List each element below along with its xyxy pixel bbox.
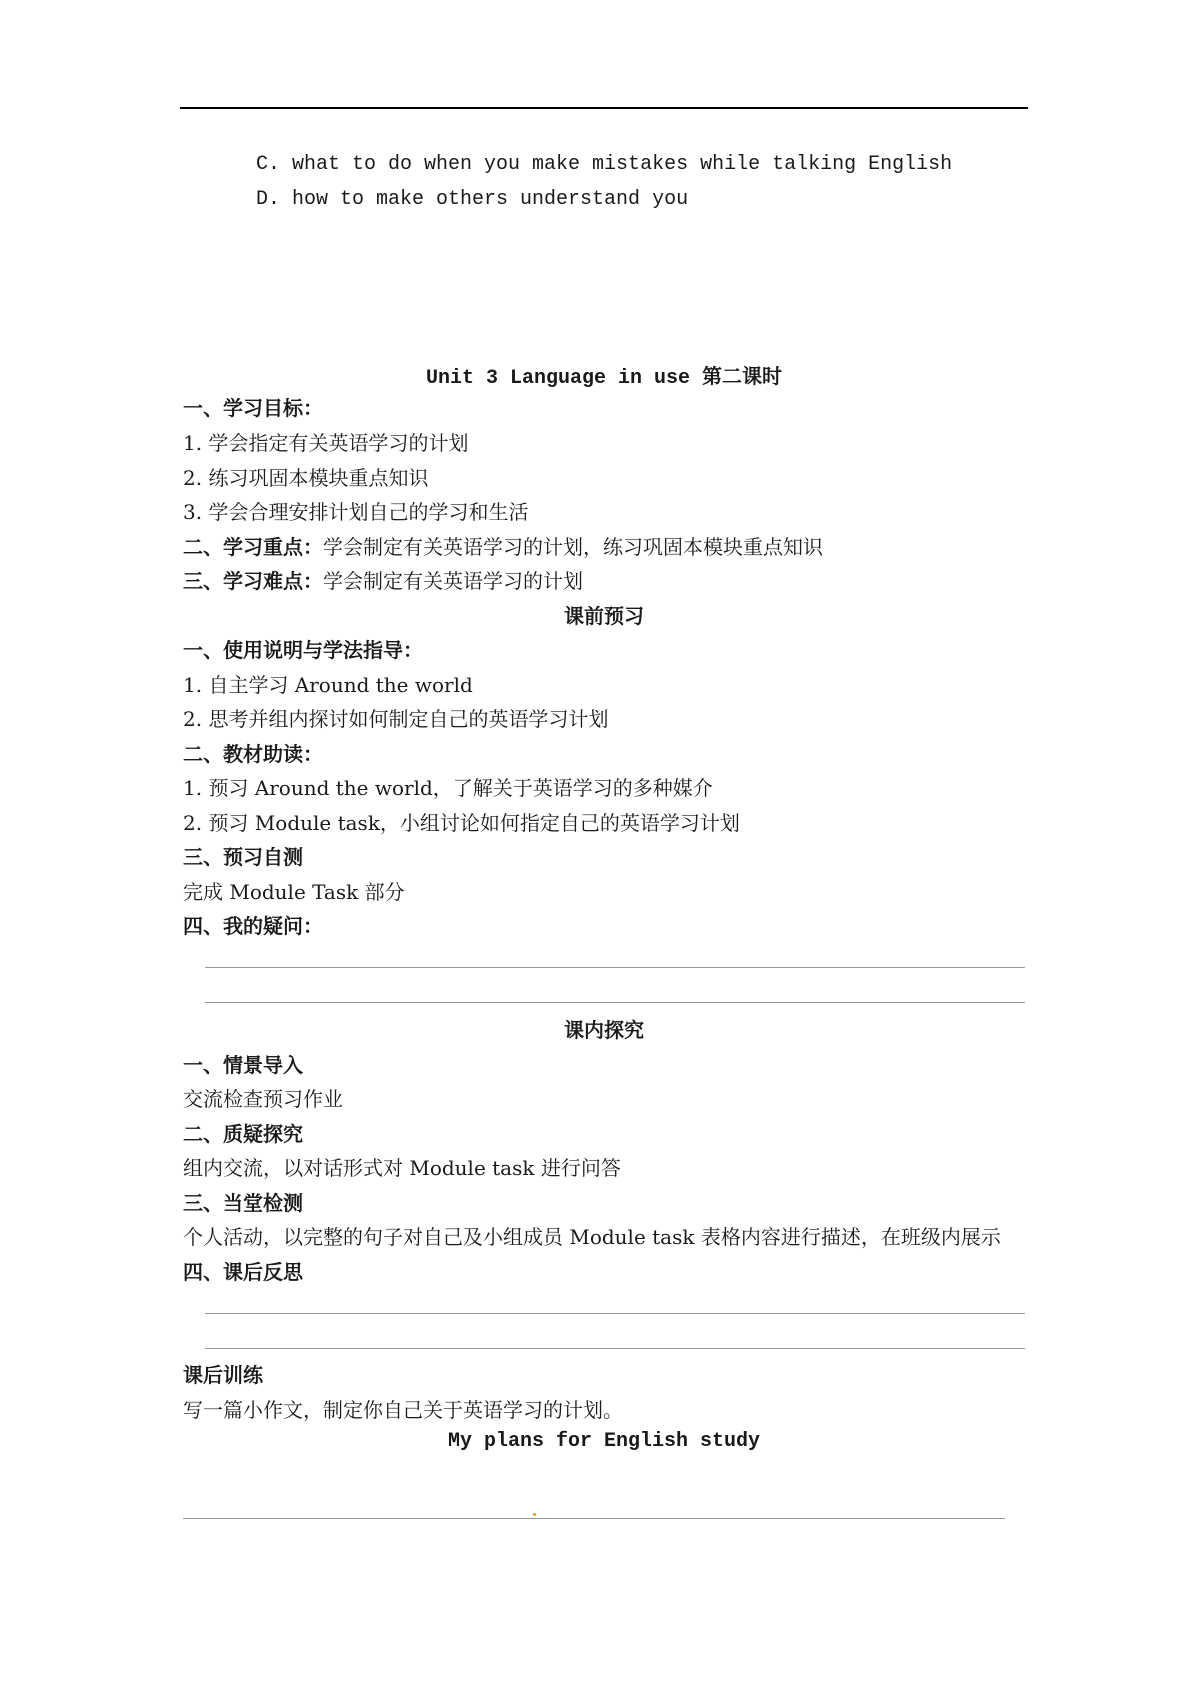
essay-title: My plans for English study: [447, 1430, 761, 1453]
explore-s3-text: 个人活动，以完整的句子对自己及小组成员 Module task 表格内容进行描述，在班级内展示: [183, 1225, 1001, 1249]
page-title: Unit 3 Language in use 第二课时: [425, 367, 783, 390]
decorative-dot: [533, 1513, 536, 1516]
preview-s1-heading: 一、使用说明与学法指导：: [183, 638, 423, 662]
writing-line: [183, 1518, 1005, 1519]
answer-line: [205, 1002, 1025, 1003]
key-point: [183, 533, 823, 561]
difficult-point-text: 学会制定有关英语学习的计划: [323, 569, 583, 593]
goal-item: 3. 学会合理安排计划自己的学习和生活: [183, 500, 529, 524]
key-point-text: 学会制定有关英语学习的计划，练习巩固本模块重点知识: [323, 535, 823, 559]
explore-s4-heading: 四、课后反思: [183, 1260, 303, 1284]
explore-s1-heading: 一、情景导入: [183, 1053, 303, 1077]
goal-item: 2. 练习巩固本模块重点知识: [183, 466, 429, 490]
preview-s4-heading: 四、我的疑问：: [183, 914, 323, 938]
explore-s3-heading: 三、当堂检测: [183, 1191, 303, 1215]
explore-s2-text: 组内交流，以对话形式对 Module task 进行问答: [183, 1156, 621, 1180]
answer-line: [205, 1313, 1025, 1314]
homework-heading: 课后训练: [183, 1363, 263, 1387]
explore-s1-text: 交流检查预习作业: [183, 1087, 343, 1111]
preview-s2-item: 1. 预习 Around the world，了解关于英语学习的多种媒介: [183, 776, 713, 800]
explore-heading: 课内探究: [564, 1018, 644, 1042]
homework-text: 写一篇小作文，制定你自己关于英语学习的计划。: [183, 1398, 623, 1422]
key-point-label: 二、学习重点：: [183, 535, 323, 559]
difficult-point: [183, 567, 583, 595]
goal-item: 1. 学会指定有关英语学习的计划: [183, 431, 469, 455]
explore-s2-heading: 二、质疑探究: [183, 1122, 303, 1146]
preview-heading: 课前预习: [564, 604, 644, 628]
preview-s1-item: 2. 思考并组内探讨如何制定自己的英语学习计划: [183, 707, 609, 731]
difficult-point-label: 三、学习难点：: [183, 569, 323, 593]
preview-s1-item: 1. 自主学习 Around the world: [183, 673, 473, 697]
preview-s3-heading: 三、预习自测: [183, 845, 303, 869]
preview-s2-item: 2. 预习 Module task，小组讨论如何指定自己的英语学习计划: [183, 811, 740, 835]
header-rule: [180, 107, 1028, 109]
preview-s2-heading: 二、教材助读：: [183, 742, 323, 766]
option-d: D. how to make others understand you: [256, 188, 689, 211]
answer-line: [205, 967, 1025, 968]
answer-line: [205, 1348, 1025, 1349]
preview-s3-text: 完成 Module Task 部分: [183, 880, 405, 904]
option-c: C. what to do when you make mistakes while talking English: [256, 153, 953, 176]
goals-heading: 一、学习目标：: [183, 396, 323, 420]
